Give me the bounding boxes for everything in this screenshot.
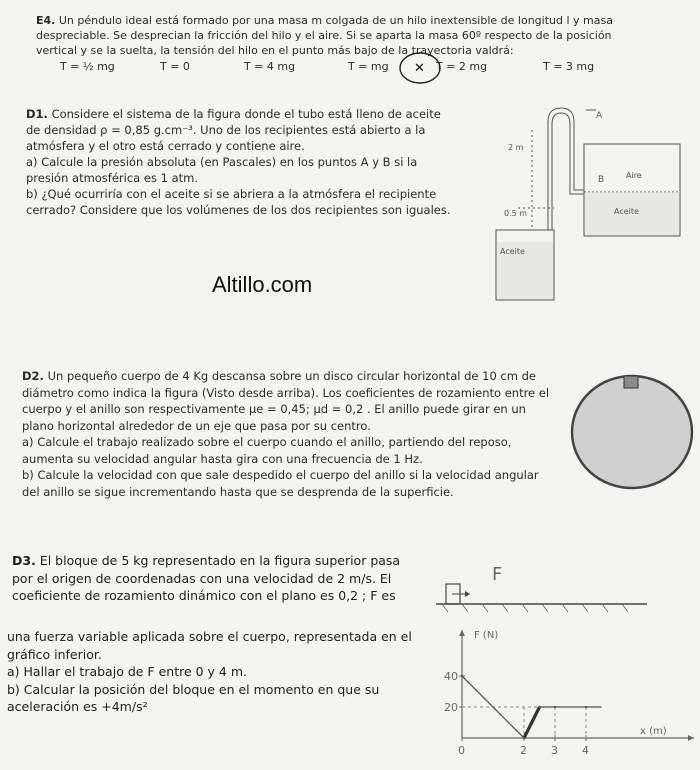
data-point bbox=[554, 706, 556, 708]
watermark-text: Altillo.com bbox=[212, 272, 313, 297]
point-a-label: A bbox=[596, 111, 603, 121]
f-line-segment bbox=[462, 676, 524, 738]
d3-statement bbox=[12, 552, 402, 605]
d1-statement bbox=[26, 106, 451, 218]
x-axis-title: x (m) bbox=[640, 726, 667, 737]
y-tick-label: 20 bbox=[444, 701, 458, 714]
data-point bbox=[538, 706, 540, 708]
floor-hatching bbox=[442, 604, 628, 612]
x-tick-label: 2 bbox=[520, 744, 527, 754]
d3-statement-cont bbox=[7, 628, 422, 716]
point-b-label: B bbox=[598, 175, 605, 185]
y-tick-label: 40 bbox=[444, 670, 458, 683]
answer-circle bbox=[396, 50, 444, 86]
d3-question-b: b) Calcular la posición del bloque en el momento en que su aceleración es +4m/s² bbox=[7, 681, 380, 714]
data-point bbox=[523, 737, 525, 739]
air-label: Aire bbox=[626, 171, 642, 180]
d3-block-figure bbox=[432, 562, 652, 618]
e4-options bbox=[0, 60, 700, 76]
e4-label: E4. bbox=[36, 14, 56, 27]
x-axis-arrow bbox=[688, 735, 694, 741]
d1-text: Considere el sistema de la figura donde el tubo está lleno de aceite de densidad ρ = 0,85 g.cm⁻³. Uno de los recipientes está abierto a la atmósfera y el otro está cerrado y contiene aire. bbox=[26, 107, 441, 153]
force-label: F bbox=[492, 564, 503, 585]
y-axis-title: F (N) bbox=[474, 630, 499, 641]
d2-question-b: b) Calcule la velocidad con que sale despedido el cuerpo del anillo si la velocidad angular del anillo se sigue incrementando hasta que se desprenda de la superficie. bbox=[22, 468, 539, 499]
x-tick-label: 0 bbox=[458, 744, 465, 754]
d2-disc-figure bbox=[568, 372, 696, 492]
height-05m-label: 0.5 m bbox=[504, 209, 528, 218]
e4-option-5[interactable]: T = 2 mg bbox=[436, 60, 488, 73]
d3-text-2: una fuerza variable aplicada sobre el cuerpo, representada en el gráfico inferior. bbox=[7, 629, 412, 662]
oil-label-left: Aceite bbox=[500, 247, 525, 256]
height-2m-label: 2 m bbox=[508, 143, 524, 152]
x-tick-label: 4 bbox=[582, 744, 589, 754]
force-graph bbox=[436, 622, 700, 754]
small-body bbox=[624, 376, 638, 388]
e4-option-1[interactable]: T = ½ mg bbox=[60, 60, 115, 73]
e4-option-4[interactable]: T = mg bbox=[348, 60, 389, 73]
u-tube-inner bbox=[552, 113, 584, 230]
y-axis-arrow bbox=[459, 630, 465, 636]
d1-question-a: a) Calcule la presión absoluta (en Pascales) en los puntos A y B si la presión atmosférica es 1 atm. bbox=[26, 155, 418, 185]
d1-tank-figure bbox=[490, 100, 690, 305]
f-line-segment bbox=[524, 707, 540, 738]
rotating-disc bbox=[572, 376, 692, 488]
d3-question-a: a) Hallar el trabajo de F entre 0 y 4 m. bbox=[7, 664, 247, 679]
e4-option-3[interactable]: T = 4 mg bbox=[244, 60, 296, 73]
e4-option-2[interactable]: T = 0 bbox=[160, 60, 190, 73]
d3-label: D3. bbox=[12, 553, 36, 568]
d1-label: D1. bbox=[26, 107, 48, 121]
e4-statement bbox=[36, 13, 656, 58]
d2-question-a: a) Calcule el trabajo realizado sobre el cuerpo cuando el anillo, partiendo del reposo, aumenta su velocidad angular hasta gira con una frecuencia de 1 Hz. bbox=[22, 435, 512, 466]
data-point bbox=[461, 675, 463, 677]
e4-text: Un péndulo ideal está formado por una masa m colgada de un hilo inextensible de longitud l y masa despreciable. Se desprecian la fricción del hilo y el aire. Si se aparta la masa 60º respecto de la posición vertical y se la suelta, la tensión del hilo en el punto más bajo de la trayectoria valdrá: bbox=[36, 14, 613, 57]
d2-label: D2. bbox=[22, 369, 44, 383]
u-tube-outer bbox=[548, 108, 584, 230]
x-tick-label: 3 bbox=[551, 744, 558, 754]
answer-check-mark: ✕ bbox=[414, 61, 425, 76]
oil-label-right: Aceite bbox=[614, 207, 639, 216]
d1-question-b: b) ¿Qué ocurriría con el aceite si se abriera a la atmósfera el recipiente cerrado? Considere que los volúmenes de los dos recipientes son iguales. bbox=[26, 187, 451, 217]
d2-text: Un pequeño cuerpo de 4 Kg descansa sobre un disco circular horizontal de 10 cm de diámetro como indica la figura (Visto desde arriba). Los coeficientes de rozamiento entre el cuerpo y el anillo son respectivamente μe = 0,45; μd = 0,2 . El anillo puede girar en un plano horizontal alrededor de un eje que pasa por su centro. bbox=[22, 369, 550, 433]
e4-option-6[interactable]: T = 3 mg bbox=[543, 60, 595, 73]
d2-statement bbox=[22, 368, 557, 500]
chart-axes bbox=[444, 630, 694, 754]
d3-text: El bloque de 5 kg representado en la figura superior pasa por el origen de coordenadas con una velocidad de 2 m/s. El coeficiente de rozamiento dinámico con el plano es 0,2 ; F es bbox=[12, 553, 401, 603]
